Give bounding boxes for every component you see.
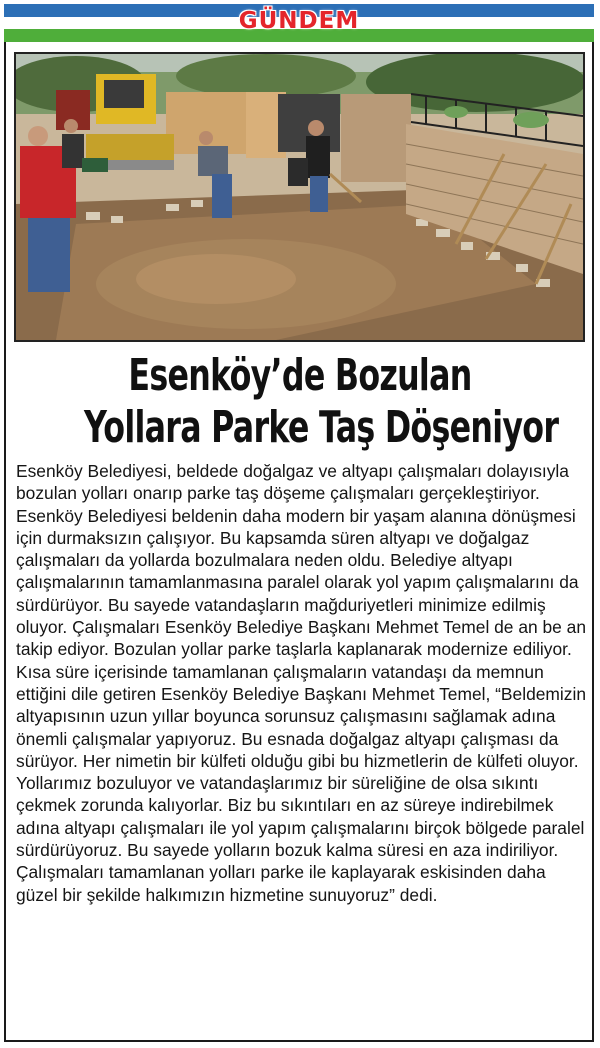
section-title: GÜNDEM: [238, 8, 360, 34]
article-paragraph: Esenköy Belediyesi, beldede doğalgaz ve altyapı çalışmaları dolayısıyla bozulan yolları onarıp parke taş döşeme çalışmaları gerçekleştiriyor.: [16, 461, 569, 504]
headline-line-2: Yollara Parke Taş Döşeniyor: [83, 402, 559, 453]
article-paragraph: Esenköy Belediyesi beldenin daha modern bir yaşam alanına dönüşmesi için durmaksızın çalışıyor. Bu kapsamda süren altyapı ve doğalgaz çalışmaları da yollarda bozulmalara neden oldu. Belediye altyapı çalışmalarının tamamlanmasına paralel olarak yol yapım çalışmalarını da sürdürüyor. Bu sayede vatandaşların mağduriyetleri minimize edilmiş oluyor. Çalışmaları Esenköy Belediye Başkanı Mehmet Temel de an be an takip ediyor. Bozulan yollar parke taşlarla kaplanarak modernize ediliyor. Kısa süre içerisinde tamamlanan çalışmaların vatandaşı da memnun ettiğini dile getiren Esenköy Belediye Başkanı Mehmet Temel, “Beldemizin altyapısının uzun yıllar boyunca sorunsuz çalışmasını sağlamak adına önemli çalışmalar yapıyoruz. Bu esnada doğalgaz altyapı çalışması da sürüyor. Her nimetin bir külfeti olduğu gibi bu hizmetlerin de külfeti oluyor. Yollarımız bozuluyor ve vatandaşlarımız bir süreliğine de olsa sıkıntı çekmek zorunda kalıyorlar. Biz bu sıkıntıları en az süreye indirebilmek adına altyapı çalışmaları ile yol yapım çalışmalarını birçok bölgede paralel sürdürüyoruz. Bu sayede yolların bozuk kalma süresi en aza indiriliyor. Çalışmaları tamamlanan yolları parke ile kaplayarak eskisinden daha güzel bir şekilde halkımızın hizmetine sunuyoruz” dedi.: [16, 505, 587, 905]
road-works-photo-illustration: [16, 54, 583, 340]
headline-line-1: Esenköy’de Bozulan: [128, 350, 472, 401]
article-body: [16, 460, 586, 906]
section-banner: [4, 4, 594, 42]
headline: [0, 350, 600, 454]
news-photo: [14, 52, 585, 342]
